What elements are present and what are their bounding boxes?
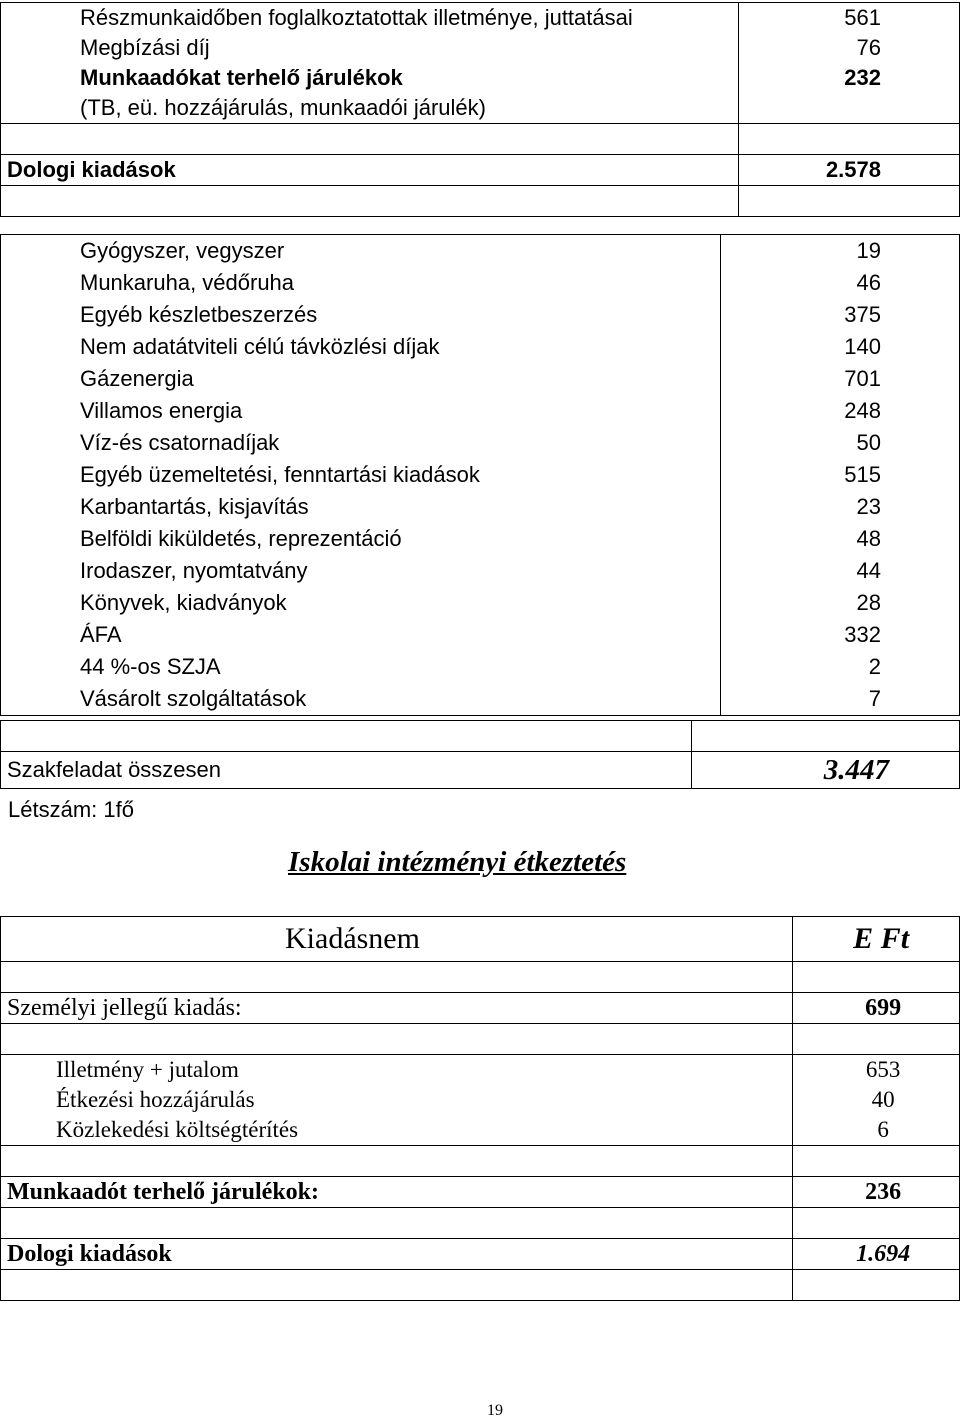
spacer-cell (1, 186, 739, 217)
row-label: Munkaadókat terhelő járulékok (1, 63, 739, 93)
row-label: Megbízási díj (1, 33, 739, 63)
item-label: Gyógyszer, vegyszer (1, 235, 721, 268)
total-value: 3.447 (691, 752, 959, 789)
item-value: 140 (720, 331, 959, 363)
item-value: 701 (720, 363, 959, 395)
material-value: 1.694 (793, 1239, 960, 1270)
total-table (0, 720, 960, 789)
item-value: 7 (720, 683, 959, 716)
personal-item-value: 6 (793, 1115, 960, 1146)
item-label: Irodaszer, nyomtatvány (1, 555, 721, 587)
item-label: 44 %-os SZJA (1, 651, 721, 683)
spacer-cell (1, 962, 793, 993)
item-label: Egyéb készletbeszerzés (1, 299, 721, 331)
item-value: 46 (720, 267, 959, 299)
item-label: Karbantartás, kisjavítás (1, 491, 721, 523)
spacer-cell (793, 962, 960, 993)
spacer-cell (793, 1208, 960, 1239)
item-value: 332 (720, 619, 959, 651)
contrib-label: Munkaadót terhelő járulékok: (1, 1177, 793, 1208)
spacer-cell (793, 1146, 960, 1177)
section-title: Iskolai intézményi étkeztetés (288, 846, 627, 878)
personal-label: Személyi jellegű kiadás: (1, 993, 793, 1024)
row-value: 232 (738, 63, 959, 93)
row-value: 2.578 (738, 155, 959, 186)
spacer-cell (1, 1208, 793, 1239)
row-label: Dologi kiadások (1, 155, 739, 186)
item-value: 23 (720, 491, 959, 523)
item-label: Gázenergia (1, 363, 721, 395)
material-label: Dologi kiadások (1, 1239, 793, 1270)
item-label: ÁFA (1, 619, 721, 651)
item-label: Villamos energia (1, 395, 721, 427)
expense-table-top (0, 2, 960, 217)
item-label: Egyéb üzemeltetési, fenntartási kiadások (1, 459, 721, 491)
spacer-cell (1, 721, 692, 752)
item-value: 50 (720, 427, 959, 459)
item-label: Víz-és csatornadíjak (1, 427, 721, 459)
staff-count: Létszám: 1fő (8, 797, 134, 822)
item-value: 28 (720, 587, 959, 619)
personal-item-value: 653 (793, 1055, 960, 1086)
item-label: Nem adatátviteli célú távközlési díjak (1, 331, 721, 363)
item-value: 248 (720, 395, 959, 427)
total-label: Szakfeladat összesen (1, 752, 692, 789)
personal-item-label: Étkezési hozzájárulás (1, 1085, 793, 1115)
item-value: 375 (720, 299, 959, 331)
spacer-cell (738, 186, 959, 217)
row-value: 76 (738, 33, 959, 63)
contrib-value: 236 (793, 1177, 960, 1208)
row-label: (TB, eü. hozzájárulás, munkaadói járulék) (1, 93, 739, 124)
personal-item-label: Közlekedési költségtérítés (1, 1115, 793, 1146)
spacer-cell (1, 124, 739, 155)
item-label: Belföldi kiküldetés, reprezentáció (1, 523, 721, 555)
item-value: 44 (720, 555, 959, 587)
item-value: 2 (720, 651, 959, 683)
expense-items-table (0, 234, 960, 716)
spacer-cell (691, 721, 959, 752)
item-value: 48 (720, 523, 959, 555)
item-label: Könyvek, kiadványok (1, 587, 721, 619)
expense-table-bottom (0, 916, 960, 1301)
spacer-cell (1, 1024, 793, 1055)
column-header-amount: E Ft (793, 917, 960, 962)
spacer-cell (793, 1270, 960, 1301)
row-value: 561 (738, 3, 959, 34)
row-label: Részmunkaidőben foglalkoztatottak illetménye, juttatásai (1, 3, 739, 34)
spacer-cell (738, 124, 959, 155)
personal-value: 699 (793, 993, 960, 1024)
item-label: Munkaruha, védőruha (1, 267, 721, 299)
page-number: 19 (487, 1402, 503, 1419)
item-value: 515 (720, 459, 959, 491)
column-header-category: Kiadásnem (1, 917, 793, 962)
personal-item-label: Illetmény + jutalom (1, 1055, 793, 1086)
personal-item-value: 40 (793, 1085, 960, 1115)
item-label: Vásárolt szolgáltatások (1, 683, 721, 716)
spacer-cell (1, 1270, 793, 1301)
item-value: 19 (720, 235, 959, 268)
row-value (738, 93, 959, 124)
spacer-cell (1, 1146, 793, 1177)
spacer-cell (793, 1024, 960, 1055)
